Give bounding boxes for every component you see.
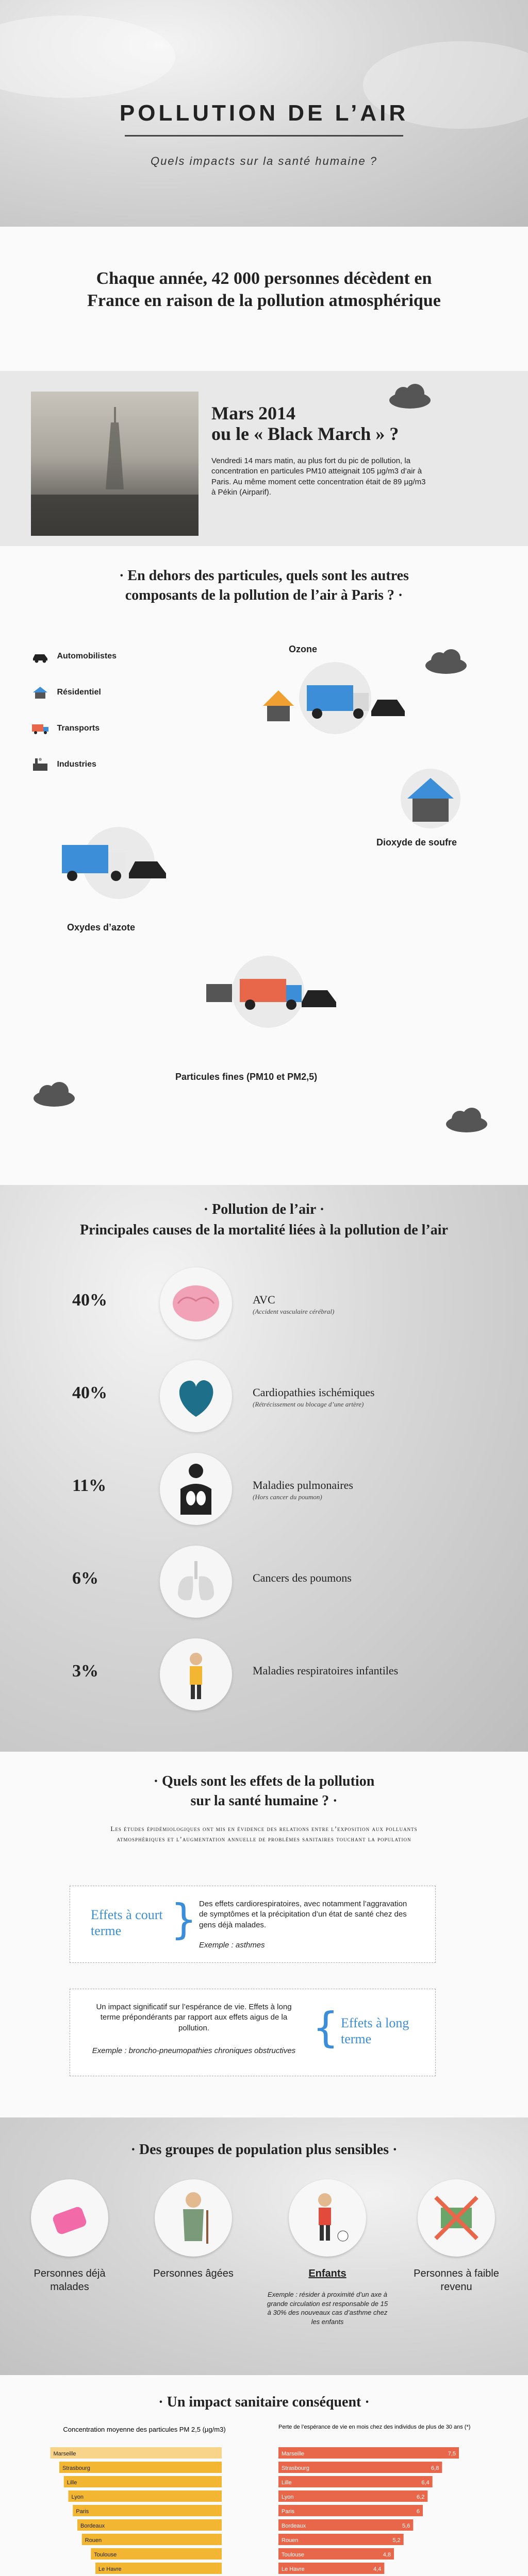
cause-row <box>0 1360 528 1432</box>
short-term-text: Des effets cardiorespiratoires, avec notamment l’aggravation de symptômes et la précipitation d’un état de santé chez des gens déjà malades. <box>199 1900 407 1929</box>
child-playing-icon <box>289 2179 366 2257</box>
legend-item-residential <box>31 685 117 721</box>
category-label: Marseille <box>282 2451 305 2457</box>
long-term-text: Un impact significatif sur l’espérance de vie. Effets à long terme prépondérants par rapport aux effets aigus de la pollution. <box>96 2003 292 2032</box>
group-label-children: Enfants <box>308 2268 346 2279</box>
paris-smog-photo <box>31 392 199 536</box>
pill-icon <box>31 2179 108 2257</box>
bar <box>278 2447 459 2459</box>
chart-title: Perte de l’espérance de vie en mois chez des individus de plus de 30 ans (*) <box>278 2424 471 2430</box>
pm-illustration <box>191 953 345 1030</box>
nox-illustration <box>52 824 186 902</box>
header-section <box>0 0 528 227</box>
bar <box>73 2505 222 2516</box>
bar <box>69 2490 222 2502</box>
legend-item-industry <box>31 757 117 793</box>
category-label: Le Havre <box>98 2566 122 2572</box>
category-label: Toulouse <box>282 2552 305 2558</box>
pollutant-so2-label: Dioxyde de soufre <box>376 837 457 848</box>
cause-row <box>0 1546 528 1618</box>
pollutant-ozone-label: Ozone <box>289 644 318 654</box>
elderly-icon <box>155 2179 232 2257</box>
march-title-1: Mars 2014 <box>211 403 295 423</box>
short-term-example: Exemple : asthmes <box>199 1941 265 1950</box>
child-icon <box>160 1638 232 1710</box>
components-title-2: composants de la pollution de l’air à Paris ? · <box>125 587 403 603</box>
value-label: 5,2 <box>392 2537 401 2544</box>
category-label: Marseille <box>53 2451 76 2457</box>
cloud-icon <box>31 1082 77 1110</box>
group-label-poor: Personnes à faible revenu <box>414 2268 499 2293</box>
cause-label: Cardiopathies ischémiques <box>253 1386 375 1399</box>
legend-label-cars: Automobilistes <box>57 652 117 661</box>
factory-icon <box>31 757 50 772</box>
cloud-icon <box>387 384 433 412</box>
march-title-2: ou le « Black March » ? <box>211 423 399 444</box>
brain-icon <box>160 1267 232 1340</box>
category-label: Bordeaux <box>80 2523 105 2529</box>
effects-title-1: · Quels sont les effets de la pollution <box>153 1773 375 1789</box>
lungs-body-icon <box>160 1453 232 1525</box>
pollutant-pm-label: Particules fines (PM10 et PM2,5) <box>175 1072 318 1082</box>
cause-pct: 40% <box>72 1383 107 1402</box>
cause-pct: 11% <box>72 1476 107 1495</box>
pollutant-nox-label: Oxydes d’azote <box>67 922 136 933</box>
legend-label-industry: Industries <box>57 760 96 769</box>
value-label: 7,5 <box>448 2451 456 2457</box>
value-label: 6 <box>416 2509 420 2515</box>
cause-pct: 40% <box>72 1291 107 1310</box>
category-label: Strasbourg <box>282 2465 309 2471</box>
value-label: 6,8 <box>431 2465 439 2471</box>
legend-item-cars <box>31 649 117 685</box>
cause-row <box>0 1638 528 1710</box>
cause-row <box>0 1453 528 1525</box>
bracket-icon: { <box>312 2004 339 2052</box>
headline-section <box>0 227 528 371</box>
cloud-icon <box>443 1108 490 1136</box>
cause-pct: 3% <box>72 1662 98 1681</box>
groups-section <box>0 2117 528 2375</box>
category-label: Paris <box>282 2509 295 2515</box>
page-title: POLLUTION DE L’AIR <box>119 100 409 126</box>
bar <box>278 2505 423 2516</box>
mortality-title-2: Principales causes de la mortalité liées à la pollution de l’air <box>80 1222 448 1238</box>
category-label: Lille <box>67 2480 77 2486</box>
short-term-label: Effets à court terme <box>91 1907 163 1939</box>
category-label: Bordeaux <box>282 2523 306 2529</box>
lungs-icon <box>160 1546 232 1618</box>
value-label: 4,8 <box>383 2552 391 2558</box>
chart-life-expectancy <box>268 2421 505 2576</box>
effects-intro: Les études épidémiologiques ont mis en évidence des relations entre l’exposition aux polluants atmosphériques et l’augmentation annuelle de problèmes sanitaires touchant la population <box>110 1825 418 1843</box>
cause-note: (Hors cancer du poumon) <box>253 1493 322 1501</box>
groups-title: · Des groupes de population plus sensibles · <box>130 2142 398 2158</box>
impact-title: · Un impact sanitaire conséquent · <box>158 2394 370 2410</box>
cause-pct: 6% <box>72 1569 98 1588</box>
headline-text: Chaque année, 42 000 personnes décèdent en France en raison de la pollution atmosphérique <box>87 269 441 310</box>
value-label: 6,2 <box>417 2494 425 2500</box>
chart-title: Concentration moyenne des particules PM 2,5 (µg/m3) <box>63 2426 226 2433</box>
heart-icon <box>160 1360 232 1432</box>
cause-label: AVC <box>253 1293 275 1306</box>
effects-title-2: sur la santé humaine ? · <box>190 1793 338 1809</box>
category-label: Toulouse <box>94 2552 117 2558</box>
eiffel-tower-icon <box>31 392 199 536</box>
value-label: 4,4 <box>373 2566 382 2572</box>
cause-row <box>0 1267 528 1340</box>
children-note: Exemple : résider à proximité d’un axe à grande circulation est responsable de 15 à 30% des nouveaux cas d’asthme chez les enfants <box>267 2291 388 2326</box>
category-label: Lille <box>282 2480 292 2486</box>
cloud-icon <box>423 649 469 677</box>
category-label: Paris <box>76 2509 89 2515</box>
value-label: 6,4 <box>421 2480 430 2486</box>
so2-house-icon <box>392 768 469 832</box>
components-section <box>0 546 528 1185</box>
legend-item-transport <box>31 721 117 757</box>
march-section <box>0 371 528 546</box>
long-term-example: Exemple : broncho-pneumopathies chroniques obstructives <box>92 2046 296 2055</box>
category-label: Strasbourg <box>62 2465 90 2471</box>
march-text: Vendredi 14 mars matin, au plus fort du pic de pollution, la concentration en particules PM10 atteignait 105 µg/m3 d’air à Paris. Au même moment cette concentration était de 89 µg/m3 à Pékin (Airparif). <box>211 456 426 497</box>
no-money-icon <box>418 2179 495 2257</box>
group-label-elderly: Personnes âgées <box>153 2268 234 2279</box>
header-cloud-left <box>0 15 175 98</box>
long-term-label: Effets à long terme <box>341 2015 409 2047</box>
effects-section <box>0 1752 528 2117</box>
category-label: Rouen <box>282 2537 299 2544</box>
bar <box>278 2476 433 2487</box>
long-term-box <box>70 1989 436 2076</box>
cause-label: Cancers des poumons <box>253 1571 352 1584</box>
house-icon <box>31 685 50 700</box>
page-subtitle: Quels impacts sur la santé humaine ? <box>150 155 378 167</box>
mortality-title-1: · Pollution de l’air · <box>203 1201 325 1217</box>
cause-note: (Accident vasculaire cérébral) <box>253 1308 335 1315</box>
car-icon <box>31 649 50 664</box>
bar <box>278 2490 427 2502</box>
legend <box>31 649 117 793</box>
legend-label-transport: Transports <box>57 724 100 733</box>
mortality-section <box>0 1185 528 1752</box>
group-label-sick: Personnes déjà malades <box>34 2268 106 2293</box>
cause-label: Maladies pulmonaires <box>253 1479 353 1492</box>
bar <box>82 2534 222 2545</box>
value-label: 5,6 <box>402 2523 410 2529</box>
category-label: Lyon <box>71 2494 84 2500</box>
cause-note: (Rétrécissement ou blocage d’une artère) <box>253 1400 364 1408</box>
category-label: Rouen <box>85 2537 102 2544</box>
chart-pm25 <box>31 2421 258 2576</box>
title-rule <box>125 135 403 137</box>
short-term-box <box>70 1886 436 1963</box>
truck-icon <box>31 721 50 736</box>
cause-label: Maladies respiratoires infantiles <box>253 1664 399 1677</box>
components-title-1: · En dehors des particules, quels sont les autres <box>119 568 409 584</box>
category-label: Le Havre <box>282 2566 305 2572</box>
impact-section <box>0 2375 528 2576</box>
legend-label-residential: Résidentiel <box>57 688 101 697</box>
ozone-illustration <box>258 659 412 737</box>
category-label: Lyon <box>282 2494 294 2500</box>
bar <box>64 2476 222 2487</box>
bracket-icon: } <box>171 1895 197 1943</box>
